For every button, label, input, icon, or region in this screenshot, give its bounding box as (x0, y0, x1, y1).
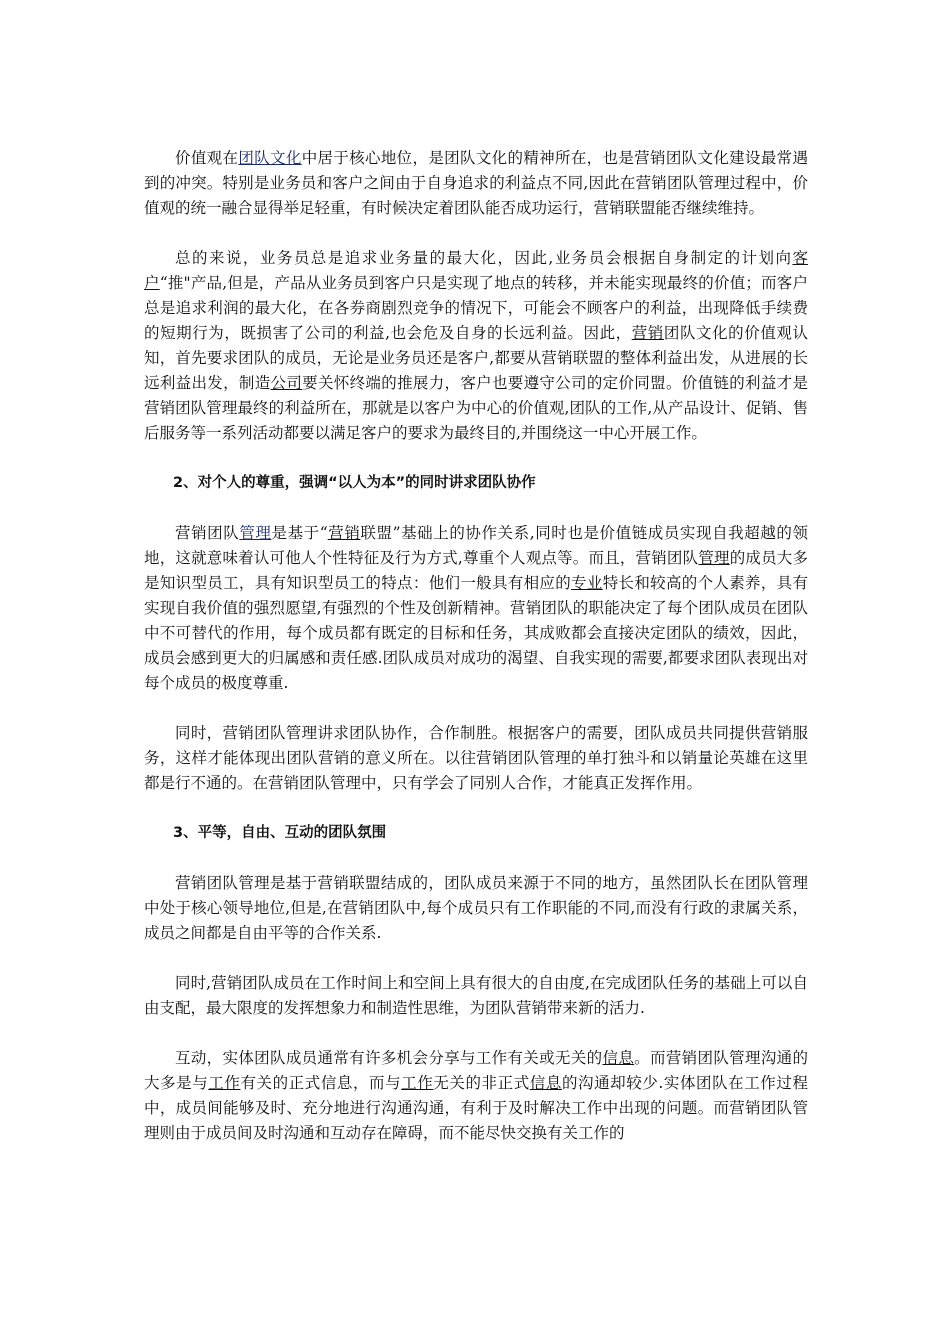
text: 是基于“ (271, 524, 328, 542)
link-management[interactable]: 管理 (698, 549, 730, 567)
text: 中居于核心地位，是团队文化的精神所在，也是营销团队文化建设最常遇到的冲突。特别是业务员和客户之间由于自身追求的利益点不同,因此在营销团队管理过程中，价值观的统一融合显得举足轻重，有时候决定着团队能否成功运行，营销联盟能否继续维持。 (144, 149, 808, 217)
link-management[interactable]: 管理 (239, 524, 272, 542)
paragraph-summary (144, 246, 808, 446)
section-heading-2: 2、对个人的尊重，强调“以人为本”的同时讲求团队协作 (173, 475, 536, 491)
text: 联盟”基础上的协作关系,同时也是价值链成员实现自我超越的领地，这就意味着认可他人个性特征及行为方式,尊重个人观点等。而且，营销团队 (144, 524, 808, 567)
text: 的成员大多是知识型员工，具有知识型员工的特点：他们一般具有相应的 (144, 549, 808, 592)
link-marketing[interactable]: 营销 (631, 324, 664, 342)
text: 无关的非正式 (433, 1074, 530, 1092)
paragraph-interaction (144, 1046, 808, 1146)
paragraph-equality: 营销团队管理是基于营销联盟结成的，团队成员来源于不同的地方，虽然团队长在团队管理中处于核心领导地位,但是,在营销团队中,每个成员只有工作职能的不同,而没有行政的隶属关系，成员之间都是自由平等的合作关系. (144, 874, 808, 942)
link-work[interactable]: 工作 (401, 1074, 434, 1092)
text: 要关怀终端的推展力，客户也要遵守公司的定价同盟。价值链的利益才是营销团队管理最终的利益所在，那就是以客户为中心的价值观,团队的工作,从产品设计、促销、售后服务等一系列活动都要以满足客户的要求为最终目的,并围绕这一中心开展工作。 (144, 374, 808, 442)
text: 特长和较高的个人素养，具有实现自我价值的强烈愿望,有强烈的个性及创新精神。营销团队的职能决定了每个团队成员在团队中不可替代的作用，每个成员都有既定的目标和任务，其成败都会直接决定团队的绩效，因此，成员会感到更大的归属感和责任感.团队成员对成功的渴望、自我实现的需要,都要求团队表现出对每个成员的极度尊重. (144, 574, 808, 692)
text: 总的来说，业务员总是追求业务量的最大化，因此,业务员会根据自身制定的计划向 (175, 249, 793, 267)
paragraph-respect (144, 521, 808, 696)
text: 团队文化的价值观认知，首先要求团队的成员，无论是业务员还是客户,都要从营销联盟的整体利益出发，从进展的长远利益出发，制造 (144, 324, 808, 392)
paragraph-freedom: 同时,营销团队成员在工作时间上和空间上具有很大的自由度,在完成团队任务的基础上可以自由支配，最大限度的发挥想象力和制造性思维，为团队营销带来新的活力. (144, 974, 808, 1017)
text: 的沟通却较少.实体团队在工作过程中，成员间能够及时、充分地进行沟通沟通，有利于及时解决工作中出现的问题。而营销团队管理则由于成员间及时沟通和互动存在障碍，而不能尽快交换有关工作的 (144, 1074, 808, 1142)
text: 价值观在 (175, 149, 239, 167)
link-information[interactable]: 信息 (529, 1074, 562, 1092)
text: 。而营销团队管理沟通的大多是与 (144, 1049, 808, 1092)
link-company[interactable]: 公司 (270, 374, 303, 392)
link-team-culture[interactable]: 团队文化 (238, 149, 302, 167)
section-heading-3: 3、平等，自由、互动的团队氛围 (173, 825, 387, 841)
paragraph-cooperation: 同时，营销团队管理讲求团队协作，合作制胜。根据客户的需要，团队成员共同提供营销服务，这样才能体现出团队营销的意义所在。以往营销团队管理的单打独斗和以销量论英雄在这里都是行不通的。在营销团队管理中，只有学会了同别人合作，才能真正发挥作用。 (144, 724, 808, 792)
text: 互动，实体团队成员通常有许多机会分享与工作有关或无关的 (175, 1049, 603, 1067)
link-marketing[interactable]: 营销 (327, 524, 361, 542)
document-page (144, 146, 808, 1171)
link-information[interactable]: 信息 (602, 1049, 635, 1067)
link-profession[interactable]: 专业 (571, 574, 603, 592)
text: 有关的正式信息，而与 (240, 1074, 402, 1092)
text: 营销团队 (175, 524, 240, 542)
paragraph-values (144, 146, 808, 221)
link-work[interactable]: 工作 (208, 1074, 241, 1092)
text: “推"产品,但是，产品从业务员到客户只是实现了地点的转移，并未能实现最终的价值；而客户总是追求利润的最大化，在各券商剧烈竞争的情况下，可能会不顾客户的利益，出现降低手续费的短期行为，既损害了公司的利益,也会危及自身的长远利益。因此， (144, 274, 808, 342)
link-customer[interactable]: 客户 (144, 249, 808, 292)
